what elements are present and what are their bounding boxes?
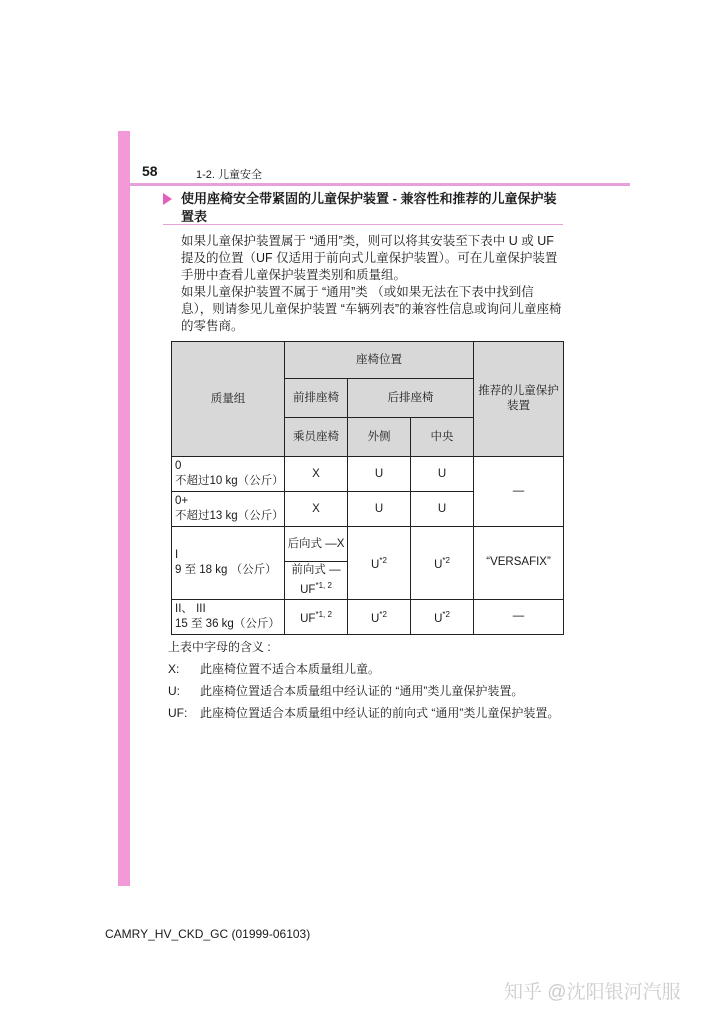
recommended-cell: — bbox=[474, 457, 564, 527]
legend-key: U: bbox=[168, 684, 180, 698]
legend-item-u bbox=[168, 683, 568, 700]
section-divider bbox=[163, 224, 563, 225]
intro-paragraph-2: 如果儿童保护装置不属于 “通用”类 （或如果无法在下表中找到信息），则请参见儿童保护装置 “车辆列表”的兼容性信息或询问儿童座椅的零售商。 bbox=[181, 285, 562, 333]
passenger-cell: X bbox=[285, 492, 348, 527]
group-cell bbox=[172, 527, 285, 600]
header-seat-position: 座椅位置 bbox=[285, 342, 474, 379]
center-cell: $U^{*2}$ bbox=[411, 527, 474, 600]
side-tab-bar bbox=[118, 131, 130, 886]
recommended-cell: — bbox=[474, 599, 564, 634]
outer-cell: $U^{*2}$ bbox=[348, 527, 411, 600]
passenger-cell: UF$^{*1, 2}$ bbox=[285, 599, 348, 634]
header-divider bbox=[130, 183, 630, 186]
recommended-cell: “VERSAFIX” bbox=[474, 527, 564, 600]
legend-text: 此座椅位置适合本质量组中经认证的前向式 “通用”类儿童保护装置。 bbox=[200, 706, 560, 720]
center-cell: U bbox=[411, 457, 474, 492]
legend-key: X: bbox=[168, 662, 180, 676]
legend-text: 此座椅位置不适合本质量组儿童。 bbox=[200, 662, 381, 676]
document-code: CAMRY_HV_CKD_GC (01999-06103) bbox=[105, 927, 311, 941]
outer-cell: $U^{*2}$ bbox=[348, 599, 411, 634]
group-label: II、 III bbox=[175, 602, 206, 615]
outer-cell: U bbox=[348, 457, 411, 492]
center-cell: U bbox=[411, 492, 474, 527]
group-label: 0 bbox=[175, 460, 182, 472]
group-weight: 不超过13 kg（公斤） bbox=[175, 510, 284, 522]
passenger-rear-cell: 后向式 —X bbox=[285, 527, 348, 562]
header-mass-group: 质量组 bbox=[172, 342, 285, 457]
header-passenger-seat: 乘员座椅 bbox=[285, 418, 348, 457]
diamond-bullet-icon bbox=[163, 193, 172, 205]
page-number: 58 bbox=[142, 163, 158, 179]
legend-title: 上表中字母的含义 : bbox=[168, 640, 271, 654]
group-cell bbox=[172, 457, 285, 492]
group-weight: 15 至 36 kg（公斤） bbox=[175, 617, 280, 630]
section-title: 使用座椅安全带紧固的儿童保护装置 - 兼容性和推荐的儿童保护装置表 bbox=[181, 191, 557, 224]
outer-cell: U bbox=[348, 492, 411, 527]
legend-text: 此座椅位置适合本质量组中经认证的 “通用”类儿童保护装置。 bbox=[200, 684, 524, 698]
watermark: 知乎 @沈阳银河汽服 bbox=[504, 982, 681, 1003]
legend-item-uf bbox=[168, 705, 568, 722]
center-cell: $U^{*2}$ bbox=[411, 599, 474, 634]
chapter-title: 1-2. 儿童安全 bbox=[196, 169, 263, 181]
group-label: 0+ bbox=[175, 495, 189, 507]
header-outer: 外侧 bbox=[348, 418, 411, 457]
header-recommended: 推荐的儿童保护装置 bbox=[474, 342, 564, 457]
header-rear-seat: 后排座椅 bbox=[348, 379, 474, 418]
intro-paragraph-1: 如果儿童保护装置属于 “通用”类，则可以将其安装至下表中 U 或 UF 提及的位置（UF 仅适用于前向式儿童保护装置）。可在儿童保护装置手册中查看儿童保护装置类别和质量组。 bbox=[181, 234, 558, 282]
group-cell bbox=[172, 599, 285, 634]
passenger-front-cell: 前向式 —UF$^{*1, 2}$ bbox=[285, 562, 348, 600]
legend-key: UF: bbox=[168, 706, 188, 720]
table-row bbox=[172, 527, 564, 562]
table-row bbox=[172, 599, 564, 634]
group-label: I bbox=[175, 548, 179, 561]
legend-item-x bbox=[168, 661, 568, 678]
passenger-cell: X bbox=[285, 457, 348, 492]
group-weight: 不超过10 kg（公斤） bbox=[175, 475, 284, 487]
header-center: 中央 bbox=[411, 418, 474, 457]
table-row bbox=[172, 457, 564, 492]
group-cell bbox=[172, 492, 285, 527]
compatibility-table bbox=[171, 341, 564, 635]
group-weight: 9 至 18 kg （公斤） bbox=[175, 563, 277, 576]
header-front-seat: 前排座椅 bbox=[285, 379, 348, 418]
